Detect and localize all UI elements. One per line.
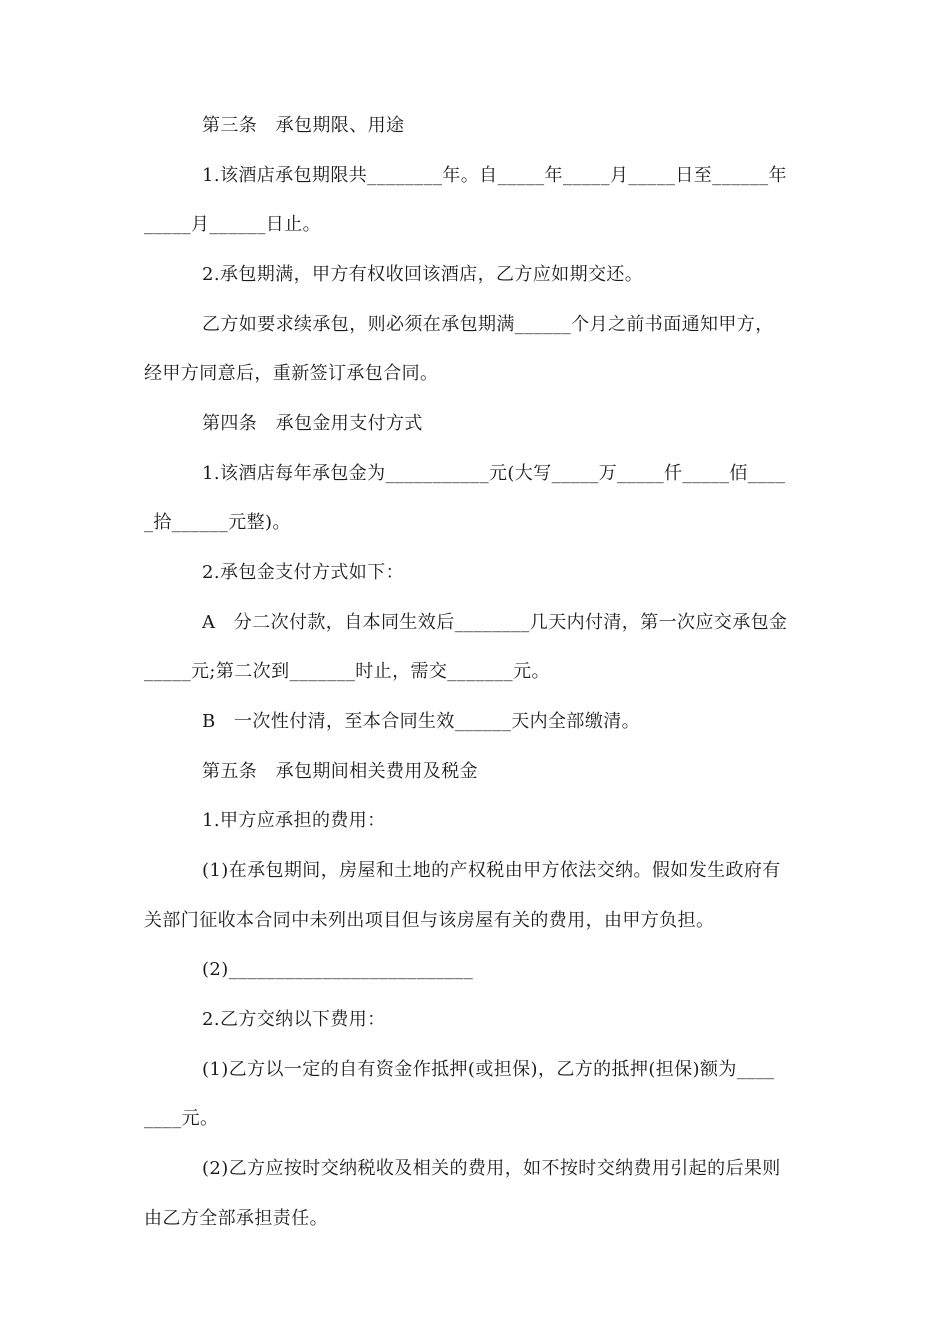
article-3-heading: 第三条 承包期限、用途 [202,115,405,136]
article-5-clause-1-item-1-line-2: 关部门征收本合同中未列出项目但与该房屋有关的费用，由甲方负担。 [144,910,715,931]
article-4-clause-2: 2.承包金支付方式如下： [202,562,404,583]
article-4-clause-1-line-1: 1.该酒店每年承包金为___________元(大写_____万_____仟_____佰____ [202,463,786,484]
article-4-option-b: B 一次性付清，至本合同生效______天内全部缴清。 [202,711,641,732]
article-5-clause-1-item-1-line-1: (1)在承包期间，房屋和土地的产权税由甲方依法交纳。假如发生政府有 [202,860,781,881]
article-3-clause-2: 2.承包期满，甲方有权收回该酒店，乙方应如期交还。 [202,264,644,285]
article-5-clause-1-item-2: (2)__________________________ [202,959,474,980]
article-3-clause-1-line-1: 1.该酒店承包期限共________年。自_____年_____月_____日至______年 [202,165,787,186]
article-5-heading: 第五条 承包期间相关费用及税金 [202,761,478,782]
article-3-clause-1-line-2: _____月______日止。 [144,214,321,235]
article-4-heading: 第四条 承包金用支付方式 [202,413,423,434]
article-5-clause-2: 2.乙方交纳以下费用： [202,1009,386,1030]
article-5-clause-1: 1.甲方应承担的费用： [202,810,386,831]
article-5-clause-2-item-1-line-2: ____元。 [144,1108,219,1129]
article-4-option-a-line-1: A 分二次付款，自本同生效后________几天内付清，第一次应交承包金 [202,612,788,633]
article-4-clause-1-line-2: _拾______元整)。 [144,512,291,533]
article-5-clause-2-item-1-line-1: (1)乙方以一定的自有资金作抵押(或担保)，乙方的抵押(担保)额为____ [202,1059,775,1080]
article-3-renewal-line-1: 乙方如要求续承包，则必须在承包期满______个月之前书面通知甲方， [202,314,774,335]
article-3-renewal-line-2: 经甲方同意后，重新签订承包合同。 [144,363,439,384]
article-5-clause-2-item-2-line-2: 由乙方全部承担责任。 [144,1208,328,1229]
article-5-clause-2-item-2-line-1: (2)乙方应按时交纳税收及相关的费用，如不按时交纳费用引起的后果则 [202,1158,781,1179]
article-4-option-a-line-2: _____元;第二次到_______时止，需交_______元。 [144,661,550,682]
